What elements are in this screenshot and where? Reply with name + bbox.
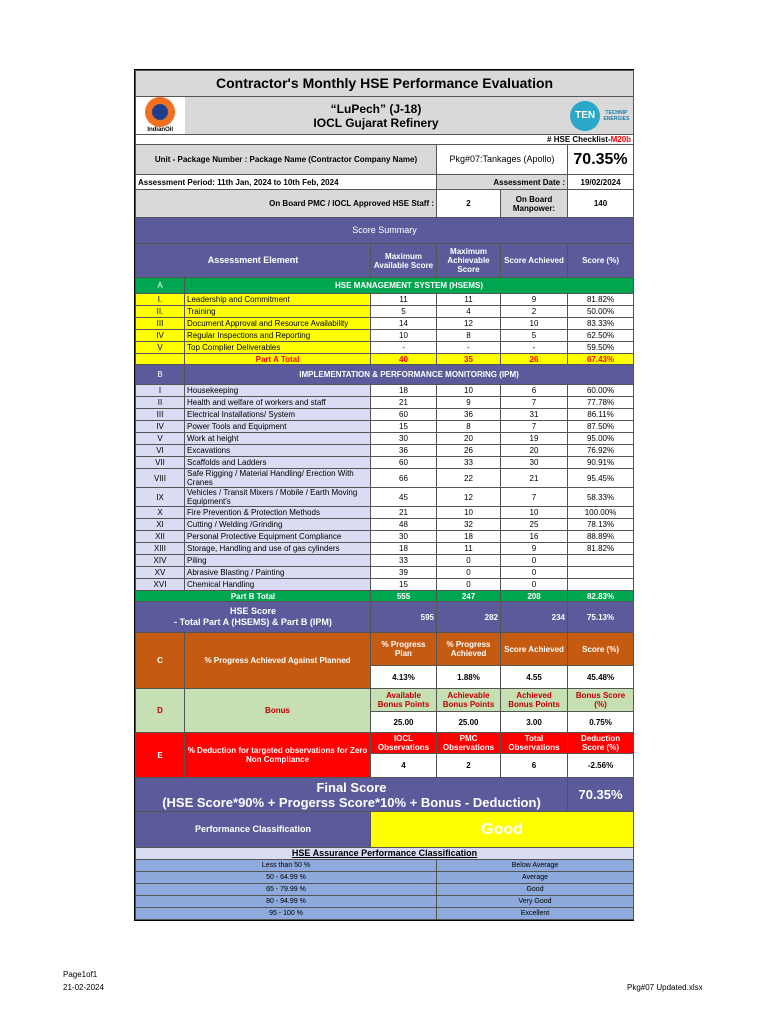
row-number: I <box>136 385 185 397</box>
col-score-pct: Score (%) <box>568 244 634 278</box>
row-achievable: 20 <box>437 433 501 445</box>
row-score: 6 <box>501 385 568 397</box>
assurance-class: Below Average <box>437 860 634 872</box>
row-number: XIII <box>136 543 185 555</box>
part-b-row <box>136 397 634 409</box>
row-achievable: 36 <box>437 409 501 421</box>
final-score-title: Final Score <box>316 779 387 795</box>
row-pct: 86.11% <box>568 409 634 421</box>
row-achievable: 8 <box>437 421 501 433</box>
assurance-class: Average <box>437 872 634 884</box>
row-pct: 100.00% <box>568 507 634 519</box>
row-score: 10 <box>501 318 568 330</box>
row-pct: 87.50% <box>568 421 634 433</box>
row-achievable: 0 <box>437 567 501 579</box>
row-score: 30 <box>501 457 568 469</box>
row-pct <box>568 579 634 591</box>
row-score: 0 <box>501 579 568 591</box>
row-pct: 78.13% <box>568 519 634 531</box>
row-achievable: 11 <box>437 294 501 306</box>
row-pct: 90.91% <box>568 457 634 469</box>
row-number: IX <box>136 488 185 507</box>
unit-label: Unit - Package Number : Package Name (Contractor Company Name) <box>136 145 437 175</box>
part-c-v4: 45.48% <box>568 666 634 689</box>
row-number: XV <box>136 567 185 579</box>
footer-date: 21-02-2024 <box>63 983 104 992</box>
part-b-total-score: 208 <box>501 591 568 602</box>
part-d-h1: Available Bonus Points <box>371 689 437 712</box>
part-b-row <box>136 421 634 433</box>
part-d-v2: 25.00 <box>437 712 501 733</box>
assurance-row <box>136 908 634 920</box>
row-score: 20 <box>501 445 568 457</box>
row-number: III <box>136 409 185 421</box>
part-b-row <box>136 433 634 445</box>
row-max: 18 <box>371 385 437 397</box>
row-pct: 60.00% <box>568 385 634 397</box>
part-a-row <box>136 306 634 318</box>
assurance-row <box>136 860 634 872</box>
part-e-v1: 4 <box>371 754 437 778</box>
part-e-h4: Deduction Score (%) <box>568 733 634 754</box>
row-achievable: - <box>437 342 501 354</box>
col-max-available: Maximum Available Score <box>371 244 437 278</box>
row-element-name: Health and welfare of workers and staff <box>185 397 371 409</box>
part-e-h2: PMC Observations <box>437 733 501 754</box>
row-achievable: 26 <box>437 445 501 457</box>
row-pct: 77.78% <box>568 397 634 409</box>
part-d-v1: 25.00 <box>371 712 437 733</box>
row-score: 2 <box>501 306 568 318</box>
row-max: 10 <box>371 330 437 342</box>
row-achievable: 10 <box>437 507 501 519</box>
assurance-class: Good <box>437 884 634 896</box>
part-b-total-ach: 247 <box>437 591 501 602</box>
hse-score-max: 595 <box>371 602 437 633</box>
row-element-name: Safe Rigging / Material Handling/ Erection With Cranes <box>185 469 371 488</box>
hse-score-label <box>136 602 371 633</box>
row-pct: 81.82% <box>568 543 634 555</box>
hse-staff-label: On Board PMC / IOCL Approved HSE Staff : <box>136 190 437 218</box>
assurance-row <box>136 884 634 896</box>
part-b-letter: B <box>136 365 185 385</box>
row-max: 66 <box>371 469 437 488</box>
row-achievable: 18 <box>437 531 501 543</box>
assurance-class: Very Good <box>437 896 634 908</box>
row-pct: 83.33% <box>568 318 634 330</box>
part-e-h1: IOCL Observations <box>371 733 437 754</box>
part-a-row <box>136 342 634 354</box>
hse-score-score: 234 <box>501 602 568 633</box>
row-max: 14 <box>371 318 437 330</box>
part-a-row <box>136 318 634 330</box>
assurance-range: 80 - 94.99 % <box>136 896 437 908</box>
part-e-v3: 6 <box>501 754 568 778</box>
row-element-name: Chemical Handling <box>185 579 371 591</box>
row-achievable: 10 <box>437 385 501 397</box>
part-c-letter: C <box>136 633 185 689</box>
row-pct: 58.33% <box>568 488 634 507</box>
row-achievable: 12 <box>437 318 501 330</box>
row-achievable: 4 <box>437 306 501 318</box>
row-score: 10 <box>501 507 568 519</box>
part-e-label: % Deduction for targeted observations for Zero Non Compliance <box>185 733 371 778</box>
manpower-value: 140 <box>568 190 634 218</box>
row-max: 15 <box>371 579 437 591</box>
row-element-name: Storage, Handling and use of gas cylinders <box>185 543 371 555</box>
row-score: 21 <box>501 469 568 488</box>
assurance-row <box>136 872 634 884</box>
part-b-row <box>136 507 634 519</box>
row-achievable: 9 <box>437 397 501 409</box>
part-b-total-max: 555 <box>371 591 437 602</box>
row-max: 18 <box>371 543 437 555</box>
indianoil-logo <box>136 97 185 135</box>
row-number: V <box>136 342 185 354</box>
row-score: 5 <box>501 330 568 342</box>
hse-score-ach: 282 <box>437 602 501 633</box>
part-b-total-pct: 82.83% <box>568 591 634 602</box>
row-number: IV <box>136 330 185 342</box>
part-b-row <box>136 555 634 567</box>
performance-classification-value: Good <box>371 812 634 848</box>
part-a-total-max: 40 <box>371 354 437 365</box>
row-element-name: Power Tools and Equipment <box>185 421 371 433</box>
row-max: 48 <box>371 519 437 531</box>
part-a-letter: A <box>136 278 185 294</box>
part-a-row <box>136 330 634 342</box>
top-score: 70.35% <box>568 145 634 175</box>
final-score-value: 70.35% <box>568 778 634 812</box>
row-number: II <box>136 397 185 409</box>
row-number: XII <box>136 531 185 543</box>
part-b-row <box>136 488 634 507</box>
row-element-name: Cutting / Welding /Grinding <box>185 519 371 531</box>
row-number: IV <box>136 421 185 433</box>
row-max: 30 <box>371 531 437 543</box>
row-max: 30 <box>371 433 437 445</box>
row-score: 31 <box>501 409 568 421</box>
project-name: “LuPech” (J-18) <box>330 101 422 116</box>
part-b-row <box>136 409 634 421</box>
row-achievable: 33 <box>437 457 501 469</box>
part-b-row <box>136 469 634 488</box>
report-title: Contractor's Monthly HSE Performance Evaluation <box>136 71 634 97</box>
row-number: III <box>136 318 185 330</box>
hse-score-pct: 75.13% <box>568 602 634 633</box>
hse-staff-value: 2 <box>437 190 501 218</box>
row-number: XI <box>136 519 185 531</box>
row-score: 7 <box>501 488 568 507</box>
part-d-letter: D <box>136 689 185 733</box>
performance-classification-label: Performance Classification <box>136 812 371 848</box>
col-assessment-element: Assessment Element <box>136 244 371 278</box>
hse-score-subtitle: - Total Part A (HSEMS) & Part B (IPM) <box>174 617 332 627</box>
row-pct: 88.89% <box>568 531 634 543</box>
assurance-row <box>136 896 634 908</box>
row-number: X <box>136 507 185 519</box>
row-element-name: Personal Protective Equipment Compliance <box>185 531 371 543</box>
row-score: 16 <box>501 531 568 543</box>
unit-value: Pkg#07:Tankages (Apollo) <box>437 145 568 175</box>
manpower-label: On Board Manpower: <box>501 190 568 218</box>
part-b-row <box>136 385 634 397</box>
row-max: 21 <box>371 507 437 519</box>
part-b-row <box>136 543 634 555</box>
row-number: VII <box>136 457 185 469</box>
row-pct: 95.45% <box>568 469 634 488</box>
row-number: XIV <box>136 555 185 567</box>
assurance-title <box>136 848 634 860</box>
row-number: I. <box>136 294 185 306</box>
row-score: 0 <box>501 567 568 579</box>
row-number: V <box>136 433 185 445</box>
final-score-formula: (HSE Score*90% + Progerss Score*10% + Bonus - Deduction) <box>162 794 541 810</box>
hse-evaluation-sheet <box>134 69 634 921</box>
row-element-name: Abrasive Blasting / Painting <box>185 567 371 579</box>
row-pct <box>568 567 634 579</box>
row-max: 33 <box>371 555 437 567</box>
part-e-letter: E <box>136 733 185 778</box>
row-pct: 59.50% <box>568 342 634 354</box>
row-max: 39 <box>371 567 437 579</box>
site-name: IOCL Gujarat Refinery <box>313 115 439 130</box>
assurance-range: 65 - 79.99 % <box>136 884 437 896</box>
row-element-name: Training <box>185 306 371 318</box>
checklist-id: M20b <box>610 135 632 144</box>
row-max: 60 <box>371 409 437 421</box>
assessment-date-label: Assessment Date : <box>437 175 568 190</box>
row-score: 25 <box>501 519 568 531</box>
part-b-title: IMPLEMENTATION & PERFORMANCE MONITORING (IPM) <box>185 365 634 385</box>
ten-logo <box>568 97 634 135</box>
row-max: - <box>371 342 437 354</box>
row-number: VIII <box>136 469 185 488</box>
indianoil-logo-icon <box>145 97 175 127</box>
row-score: 7 <box>501 421 568 433</box>
row-max: 15 <box>371 421 437 433</box>
row-achievable: 22 <box>437 469 501 488</box>
row-max: 45 <box>371 488 437 507</box>
assurance-range: 95 - 100 % <box>136 908 437 920</box>
row-score: 7 <box>501 397 568 409</box>
part-d-label: Bonus <box>185 689 371 733</box>
part-e-h3: Total Observations <box>501 733 568 754</box>
row-max: 60 <box>371 457 437 469</box>
part-b-row <box>136 519 634 531</box>
row-score: 9 <box>501 543 568 555</box>
row-pct: 50.00% <box>568 306 634 318</box>
hse-score-title: HSE Score <box>229 606 277 616</box>
part-a-total-score: 26 <box>501 354 568 365</box>
row-achievable: 32 <box>437 519 501 531</box>
ten-logo-icon: TEN <box>570 101 600 131</box>
assessment-period: Assessment Period: 11th Jan, 2024 to 10th Feb, 2024 <box>136 175 437 190</box>
part-c-h3: Score Achieved <box>501 633 568 666</box>
final-score-label <box>136 778 568 812</box>
part-c-v2: 1.88% <box>437 666 501 689</box>
row-number: VI <box>136 445 185 457</box>
part-a-total-pct: 67.43% <box>568 354 634 365</box>
part-e-v4: -2.56% <box>568 754 634 778</box>
row-achievable: 12 <box>437 488 501 507</box>
evaluation-table <box>135 70 634 920</box>
row-element-name: Top Complier Deliverables <box>185 342 371 354</box>
assurance-range: 50 - 64.99 % <box>136 872 437 884</box>
row-element-name: Fire Prevention & Protection Methods <box>185 507 371 519</box>
assurance-range: Less than 50 % <box>136 860 437 872</box>
row-number: XVI <box>136 579 185 591</box>
row-pct: 76.92% <box>568 445 634 457</box>
row-element-name: Regular Inspections and Reporting <box>185 330 371 342</box>
footer-filename: Pkg#07 Updated.xlsx <box>627 983 703 992</box>
row-score: 0 <box>501 555 568 567</box>
row-score: 9 <box>501 294 568 306</box>
assurance-title-text: HSE Assurance Performance Classification <box>291 848 478 858</box>
row-achievable: 8 <box>437 330 501 342</box>
part-b-row <box>136 567 634 579</box>
part-a-total-ach: 35 <box>437 354 501 365</box>
part-b-row <box>136 457 634 469</box>
part-e-v2: 2 <box>437 754 501 778</box>
indianoil-logo-text: IndianOil <box>147 127 174 133</box>
row-achievable: 11 <box>437 543 501 555</box>
part-c-v3: 4.55 <box>501 666 568 689</box>
part-d-v4: 0.75% <box>568 712 634 733</box>
row-score: - <box>501 342 568 354</box>
part-d-h3: Achieved Bonus Points <box>501 689 568 712</box>
row-element-name: Piling <box>185 555 371 567</box>
checklist-prefix: # HSE Checklist- <box>547 135 611 144</box>
col-max-achievable: Maximum Achievable Score <box>437 244 501 278</box>
row-max: 36 <box>371 445 437 457</box>
ten-logo-text: TECHNIP ENERGIES <box>603 109 630 122</box>
row-number: II. <box>136 306 185 318</box>
part-c-label: % Progress Achieved Against Planned <box>185 633 371 689</box>
part-d-h2: Achievable Bonus Points <box>437 689 501 712</box>
row-achievable: 0 <box>437 555 501 567</box>
footer-page: Page1of1 <box>63 970 98 979</box>
part-a-title: HSE MANAGEMENT SYSTEM (HSEMS) <box>185 278 634 294</box>
row-pct: 95.00% <box>568 433 634 445</box>
row-element-name: Electrical Installations/ System <box>185 409 371 421</box>
row-element-name: Work at height <box>185 433 371 445</box>
assurance-class: Excellent <box>437 908 634 920</box>
col-score-achieved: Score Achieved <box>501 244 568 278</box>
row-element-name: Excavations <box>185 445 371 457</box>
project-header <box>185 97 568 135</box>
part-c-v1: 4.13% <box>371 666 437 689</box>
score-summary-title: Score Summary <box>136 218 634 244</box>
part-b-total-label: Part B Total <box>136 591 371 602</box>
row-achievable: 0 <box>437 579 501 591</box>
part-b-row <box>136 445 634 457</box>
part-a-row <box>136 294 634 306</box>
assessment-date-value: 19/02/2024 <box>568 175 634 190</box>
row-element-name: Housekeeping <box>185 385 371 397</box>
row-max: 5 <box>371 306 437 318</box>
part-d-h4: Bonus Score (%) <box>568 689 634 712</box>
checklist-code <box>136 135 634 145</box>
row-pct: 62.50% <box>568 330 634 342</box>
row-element-name: Scaffolds and Ladders <box>185 457 371 469</box>
part-d-v3: 3.00 <box>501 712 568 733</box>
row-max: 21 <box>371 397 437 409</box>
row-score: 19 <box>501 433 568 445</box>
part-a-total-label: Part A Total <box>185 354 371 365</box>
row-max: 11 <box>371 294 437 306</box>
part-c-h2: % Progress Achieved <box>437 633 501 666</box>
row-pct <box>568 555 634 567</box>
row-element-name: Vehicles / Transit Mixers / Mobile / Earth Moving Equipment's <box>185 488 371 507</box>
part-b-row <box>136 531 634 543</box>
row-element-name: Leadership and Commitment <box>185 294 371 306</box>
part-b-row <box>136 579 634 591</box>
row-element-name: Document Approval and Resource Availability <box>185 318 371 330</box>
row-pct: 81.82% <box>568 294 634 306</box>
part-c-h1: % Progress Plan <box>371 633 437 666</box>
part-c-h4: Score (%) <box>568 633 634 666</box>
